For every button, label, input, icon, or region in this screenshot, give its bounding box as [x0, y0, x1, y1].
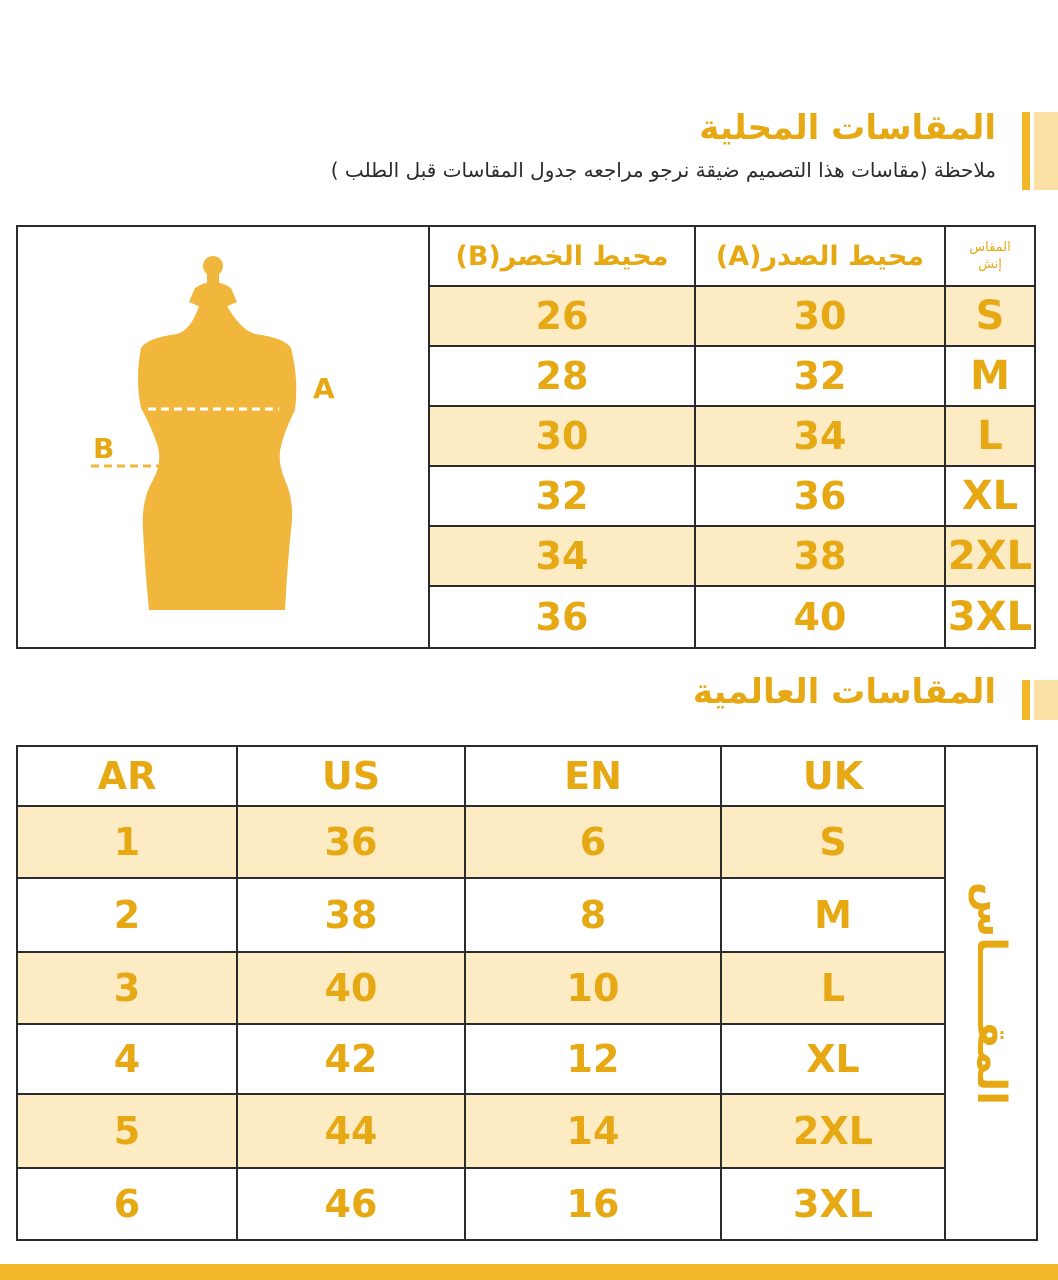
- ar-value: 6: [17, 1168, 237, 1240]
- chest-value: 32: [695, 346, 945, 406]
- col-header-en: EN: [465, 746, 721, 806]
- us-value: 36: [237, 806, 465, 878]
- bottom-stripe: [0, 1264, 1058, 1280]
- waist-header: محيط الخصر(B): [429, 226, 695, 286]
- mannequin-figure: [17, 226, 429, 648]
- size-value: M: [945, 346, 1035, 406]
- label-a: A: [313, 372, 335, 405]
- global-size-table: [16, 745, 1038, 1241]
- mannequin-icon: [23, 230, 423, 640]
- en-value: 6: [465, 806, 721, 878]
- size-header: [945, 226, 1035, 286]
- table-row: [17, 952, 1037, 1024]
- uk-value: XL: [721, 1024, 945, 1094]
- size-value: S: [945, 286, 1035, 346]
- chest-value: 40: [695, 586, 945, 648]
- waist-value: 32: [429, 466, 695, 526]
- table-row: [17, 1094, 1037, 1168]
- size-header-top: المقاس: [969, 240, 1011, 255]
- waist-value: 36: [429, 586, 695, 648]
- size-value: 2XL: [945, 526, 1035, 586]
- waist-value: 26: [429, 286, 695, 346]
- en-value: 16: [465, 1168, 721, 1240]
- ar-value: 2: [17, 878, 237, 952]
- local-sizes-title: المقاسات المحلية: [699, 108, 996, 148]
- table-row: [17, 1168, 1037, 1240]
- waist-value: 28: [429, 346, 695, 406]
- en-value: 12: [465, 1024, 721, 1094]
- size-note: ملاحظة (مقاسات هذا التصميم ضيقة نرجو مراجعه جدول المقاسات قبل الطلب ): [330, 158, 996, 182]
- uk-value: S: [721, 806, 945, 878]
- size-header-bottom: إنش: [978, 257, 1002, 272]
- section-bar-local: [1022, 112, 1030, 190]
- local-size-table: [16, 225, 1036, 649]
- us-value: 40: [237, 952, 465, 1024]
- uk-value: M: [721, 878, 945, 952]
- section-bar-global: [1022, 680, 1030, 720]
- us-value: 42: [237, 1024, 465, 1094]
- size-value: XL: [945, 466, 1035, 526]
- col-header-uk: UK: [721, 746, 945, 806]
- ar-value: 3: [17, 952, 237, 1024]
- table-row: [17, 1024, 1037, 1094]
- us-value: 38: [237, 878, 465, 952]
- side-label: المقـــــاس: [968, 881, 1014, 1105]
- section-bar-local-light: [1034, 112, 1058, 190]
- en-value: 8: [465, 878, 721, 952]
- uk-value: 2XL: [721, 1094, 945, 1168]
- waist-value: 34: [429, 526, 695, 586]
- us-value: 44: [237, 1094, 465, 1168]
- table-row: [17, 878, 1037, 952]
- table-row: [17, 806, 1037, 878]
- chest-value: 36: [695, 466, 945, 526]
- col-header-ar: AR: [17, 746, 237, 806]
- label-b: B: [93, 432, 115, 465]
- section-bar-global-light: [1034, 680, 1058, 720]
- table-header-row: [17, 746, 1037, 806]
- chest-value: 38: [695, 526, 945, 586]
- ar-value: 4: [17, 1024, 237, 1094]
- chest-header: محيط الصدر(A): [695, 226, 945, 286]
- ar-value: 1: [17, 806, 237, 878]
- us-value: 46: [237, 1168, 465, 1240]
- uk-value: L: [721, 952, 945, 1024]
- en-value: 10: [465, 952, 721, 1024]
- en-value: 14: [465, 1094, 721, 1168]
- ar-value: 5: [17, 1094, 237, 1168]
- chest-value: 30: [695, 286, 945, 346]
- size-value: L: [945, 406, 1035, 466]
- global-sizes-title: المقاسات العالمية: [692, 672, 996, 712]
- size-value: 3XL: [945, 586, 1035, 648]
- uk-value: 3XL: [721, 1168, 945, 1240]
- waist-value: 30: [429, 406, 695, 466]
- col-header-us: US: [237, 746, 465, 806]
- chest-value: 34: [695, 406, 945, 466]
- side-label-cell: [945, 746, 1037, 1240]
